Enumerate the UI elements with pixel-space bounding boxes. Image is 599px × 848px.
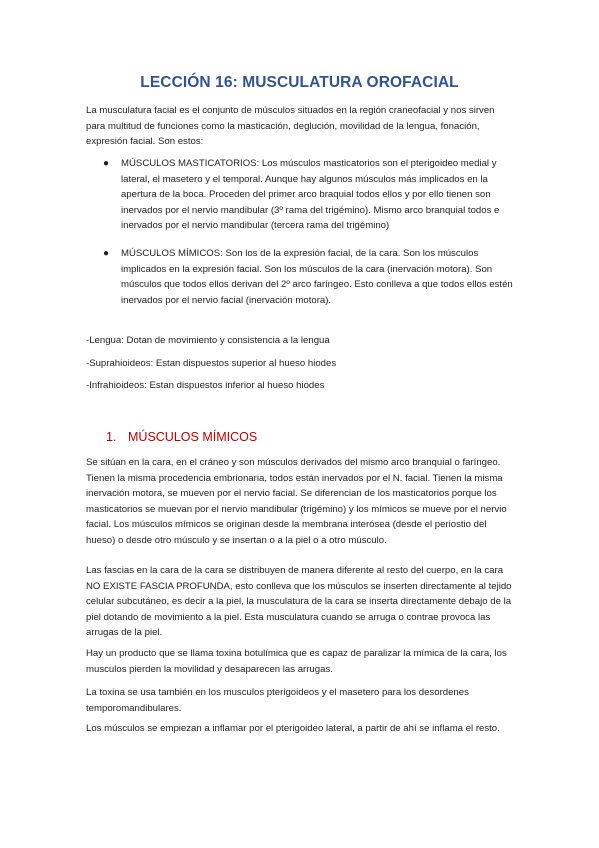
list-line-infrahioideos: -Infrahioideos: Estan dispuestos inferior al hueso hiodes [86,380,325,391]
bullet-dot-icon: ● [103,158,110,169]
bullet-list [86,156,514,234]
bullet-text: MÚSCULOS MASTICATORIOS: Los músculos masticatorios son el pterigoideo medial y lateral, el masetero y el temporal. Aunque hay algunos músculos más implicados en la apertura de la boca. Proceden del primer arco braquial todos ellos y por ello tienen son inervados por el nervio mandibular (3º rama del trigémino). Mismo arco branquial todos e inervados por el nervio mandibular (tercera rama del trigémino) [121,158,500,231]
intro-paragraph: La musculatura facial es el conjunto de músculos situados en la región craneofacial y nos sirven para multitud de funciones como la masticación, deglución, movilidad de la lengua, fonación, expresión facial. Son estos: [86,105,495,147]
bullet-list [86,246,514,308]
section-number: 1. [106,430,117,444]
body-paragraph: Los músculos se empiezan a inflamar por el pterigoideo lateral, a partir de ahí se inflama el resto. [86,723,500,734]
section-title: MÚSCULOS MÍMICOS [128,430,258,444]
section-heading [106,430,257,444]
list-item [86,246,514,308]
body-paragraph: Hay un producto que se llama toxina botulímica que es capaz de paralizar la mímica de la cara, los musculos pierden la movilidad y desaparecen las arrugas. [86,648,507,675]
list-line-lengua: -Lengua: Dotan de movimiento y consistencia a la lengua [86,335,330,346]
list-line-suprahioideos: -Suprahioideos: Estan dispuestos superior al hueso hiodes [86,358,337,369]
body-paragraph: Se sitúan en la cara, en el cráneo y son músculos derivados del mismo arco branquial o faríngeo. Tienen la misma procedencia embrionaria, todos están inervados por el N. facial. Tienen la misma inervación motora, se mueven por el nervio facial. Se diferencian de los masticatorios porque los masticatorios se muevan por el nervio mandibular (trigémino) y los mímicos se mueve por el nervio facial. Los músculos mímicos se originan desde la membrana interósea (desde el periostio del hueso) o desde otro músculo y se insertan o a la piel o a otro músculo. [86,457,507,546]
page-title: LECCIÓN 16: MUSCULATURA OROFACIAL [140,74,459,91]
bullet-text: MÚSCULOS MÍMICOS: Son los de la expresión facial, de la cara. Son los músculos implicados en la expresión facial. Son los músculos de la cara (inervación motora). Son músculos que todos ellos derivan del 2º arco faríngeo. Esto conlleva a que todos ellos estén inervados por el nervio facial (inervación motora). [121,248,513,306]
body-paragraph: Las fascias en la cara de la cara se distribuyen de manera diferente al resto del cuerpo, en la cara NO EXISTE FASCIA PROFUNDA, esto conlleva que los músculos se inserten directamente al tejido celular subcutáneo, es decir a la piel, la musculatura de la cara se inserta directamente debajo de la piel dotando de movimiento a la piel. Esta musculatura cuando se arruga o contrae provoca las arrugas de la piel. [86,565,512,638]
list-item [86,156,514,234]
bullet-dot-icon: ● [103,248,110,259]
body-paragraph: La toxina se usa también en los musculos pterigoideos y el masetero para los desordenes temporomandibulares. [86,687,469,714]
